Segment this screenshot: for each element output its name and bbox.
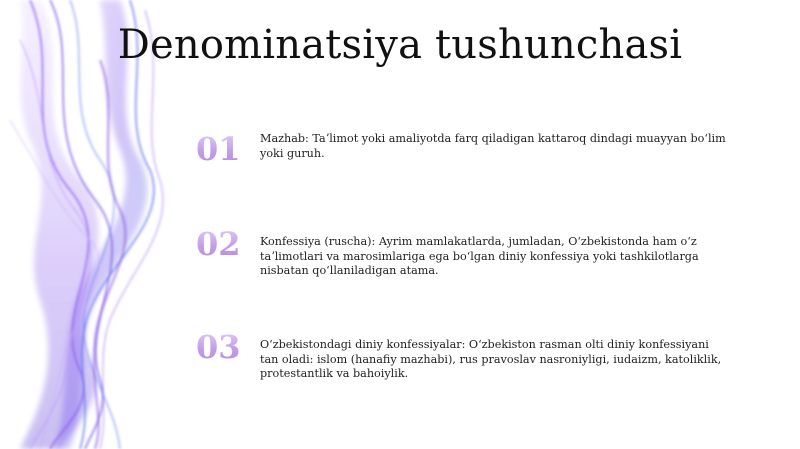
item-text: Oʻzbekistondagi diniy konfessiyalar: Oʻzbekiston rasman olti diniy konfessiyani tan oladi: islom (hanafiy mazhabi), rus pravoslav nasroniyligi, iudaizm, katoliklik, protestantlik va bahoiylik. bbox=[260, 338, 722, 380]
slide-title: Denominatsiya tushunchasi bbox=[117, 22, 683, 68]
item-number: 02 bbox=[196, 226, 252, 262]
item-text: Mazhab: Taʼlimot yoki amaliyotda farq qiladigan kattaroq dindagi muayyan boʻlim yoki guruh. bbox=[260, 132, 726, 160]
item-text: Konfessiya (ruscha): Ayrim mamlakatlarda, jumladan, Oʻzbekistonda ham oʻz taʼlimotlari va marosimlariga ega boʻlgan diniy konfessiya yoki tashkilotlarga nisbatan qoʻllaniladigan atama. bbox=[260, 235, 699, 277]
item-number: 01 bbox=[196, 131, 252, 167]
item-number: 03 bbox=[196, 329, 252, 365]
